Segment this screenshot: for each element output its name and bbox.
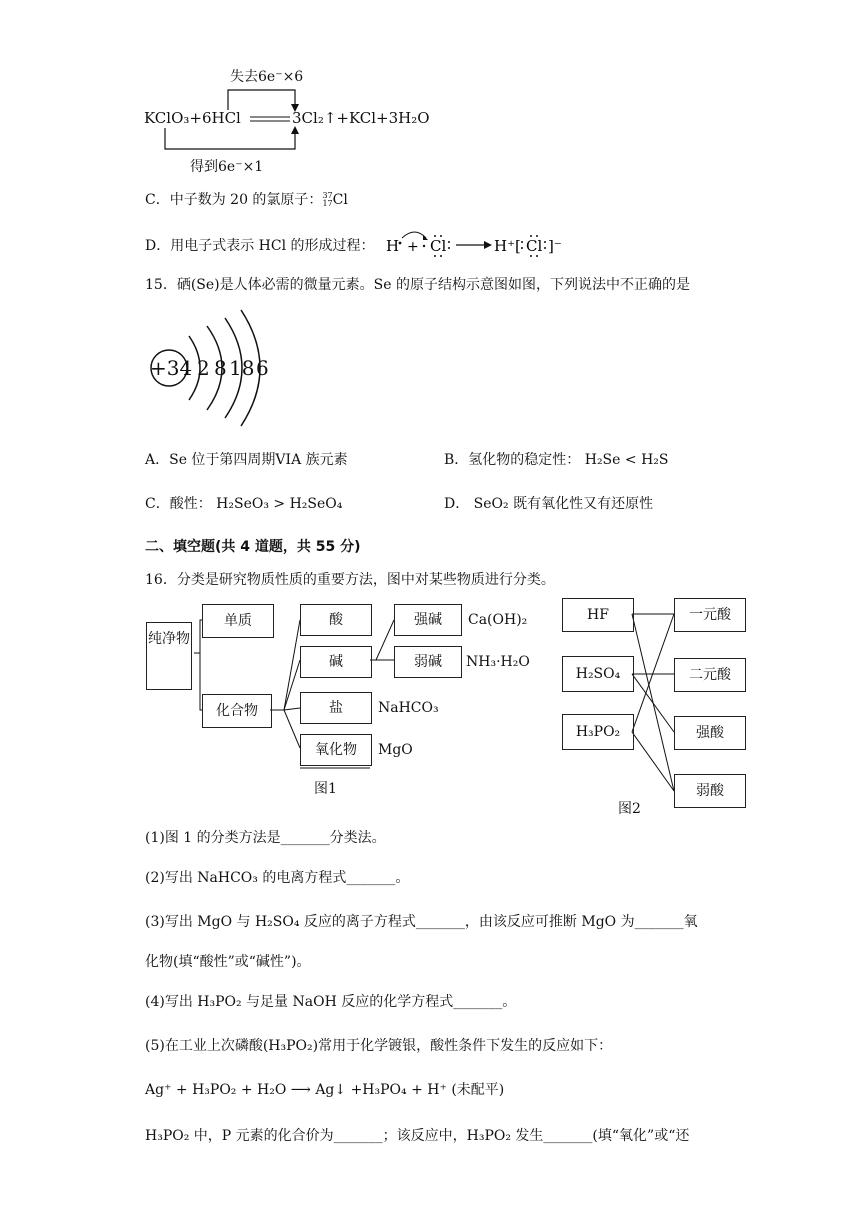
q14-option-d-text: D．用电子式表示 HCl 的形成过程： <box>145 238 375 254</box>
pure-substance-box: 纯净物 <box>146 622 192 690</box>
q15-stem: 15．硒(Se)是人体必需的微量元素。Se 的原子结构示意图如图，下列说法中不正确的是 <box>145 277 690 293</box>
salt-box: 盐 <box>300 692 372 724</box>
h2so4-box: H₂SO₄ <box>562 656 634 692</box>
q14-option-c-text: C．中子数为 20 的氯原子： <box>145 192 323 208</box>
hcl-electron-formula <box>380 226 580 260</box>
equation-lhs: KClO₃+6HCl <box>144 109 241 127</box>
salt-example: NaHCO₃ <box>378 700 439 716</box>
svg-text:H⁺[: H⁺[ <box>494 237 521 255</box>
q16-last-line: H₃PO₂ 中，P 元素的化合价为_______；该反应中，H₃PO₂ 发生_______(填“氧化”或“还 <box>145 1128 690 1144</box>
q16-stem: 16．分类是研究物质性质的重要方法，图中对某些物质进行分类。 <box>145 572 555 588</box>
se-shell-3: 18 <box>229 356 255 380</box>
weak-base-example: NH₃·H₂O <box>466 654 530 670</box>
section-heading: 二、填空题(共 4 道题，共 55 分) <box>145 539 361 555</box>
redox-diagram <box>140 62 440 182</box>
svg-text:H: H <box>386 237 400 255</box>
q15-option-a: A．Se 位于第四周期VIA 族元素 <box>145 452 348 468</box>
hf-box: HF <box>562 598 634 632</box>
oxide-example: MgO <box>378 742 413 758</box>
figure-2 <box>560 594 760 820</box>
q16-sub3-line1: (3)写出 MgO 与 H₂SO₄ 反应的离子方程式_______，由该反应可推断 MgO 为_______氧 <box>145 914 698 930</box>
q15-option-b: B．氢化物的稳定性： H₂Se < H₂S <box>444 452 669 468</box>
q16-sub4: (4)写出 H₃PO₂ 与足量 NaOH 反应的化学方程式_______。 <box>145 994 517 1010</box>
svg-text:+: + <box>407 239 419 255</box>
gain-electrons-label: 得到6e⁻×1 <box>190 159 264 175</box>
strong-acid-box: 强酸 <box>674 716 746 750</box>
mass-number: 37 <box>322 191 333 200</box>
acid-box: 酸 <box>300 604 372 636</box>
monoprotic-acid-box: 一元酸 <box>674 598 746 632</box>
se-shell-4: 6 <box>256 356 269 380</box>
weak-acid-box: 弱酸 <box>674 774 746 808</box>
svg-text:Cl: Cl <box>430 237 447 255</box>
q16-reaction: Ag⁺ + H₃PO₂ + H₂O ⟶ Ag↓ +H₃PO₄ + H⁺ (未配平) <box>145 1082 505 1098</box>
strong-base-box: 强碱 <box>394 604 462 636</box>
svg-text:]⁻: ]⁻ <box>548 237 562 255</box>
q16-sub3-line2: 化物(填“酸性”或“碱性”)。 <box>145 954 311 970</box>
q15-option-c: C．酸性： H₂SeO₃ > H₂SeO₄ <box>145 496 343 512</box>
element-box: 单质 <box>202 604 274 638</box>
se-shell-1: 2 <box>197 356 210 380</box>
figure-1-caption: 图1 <box>314 781 337 797</box>
strong-base-example: Ca(OH)₂ <box>468 612 528 628</box>
q15-option-d: D． SeO₂ 既有氧化性又有还原性 <box>444 496 654 512</box>
nuclide-symbol: Cl <box>332 192 348 208</box>
figure-1 <box>140 598 560 798</box>
compound-box: 化合物 <box>202 694 272 728</box>
q16-sub2: (2)写出 NaHCO₃ 的电离方程式_______。 <box>145 870 410 886</box>
q16-sub5: (5)在工业上次磷酸(H₃PO₂)常用于化学镀银，酸性条件下发生的反应如下： <box>145 1038 613 1054</box>
base-box: 碱 <box>300 646 372 678</box>
lose-electrons-label: 失去6e⁻×6 <box>230 69 304 85</box>
q14-option-c <box>145 190 348 210</box>
se-nucleus-charge: +34 <box>150 356 193 380</box>
nuclide-numbers <box>322 192 332 208</box>
q14-option-d <box>145 236 375 256</box>
q16-sub1: (1)图 1 的分类方法是_______分类法。 <box>145 830 386 846</box>
diprotic-acid-box: 二元酸 <box>674 658 746 692</box>
svg-text:Cl: Cl <box>526 237 543 255</box>
figure-2-caption: 图2 <box>618 801 641 817</box>
equation-rhs: 3Cl₂↑+KCl+3H₂O <box>292 109 430 127</box>
se-shell-2: 8 <box>214 356 227 380</box>
oxide-box: 氧化物 <box>300 734 372 766</box>
weak-base-box: 弱碱 <box>394 646 462 678</box>
h3po2-box: H₃PO₂ <box>562 714 634 750</box>
atomic-number: 17 <box>322 199 333 208</box>
